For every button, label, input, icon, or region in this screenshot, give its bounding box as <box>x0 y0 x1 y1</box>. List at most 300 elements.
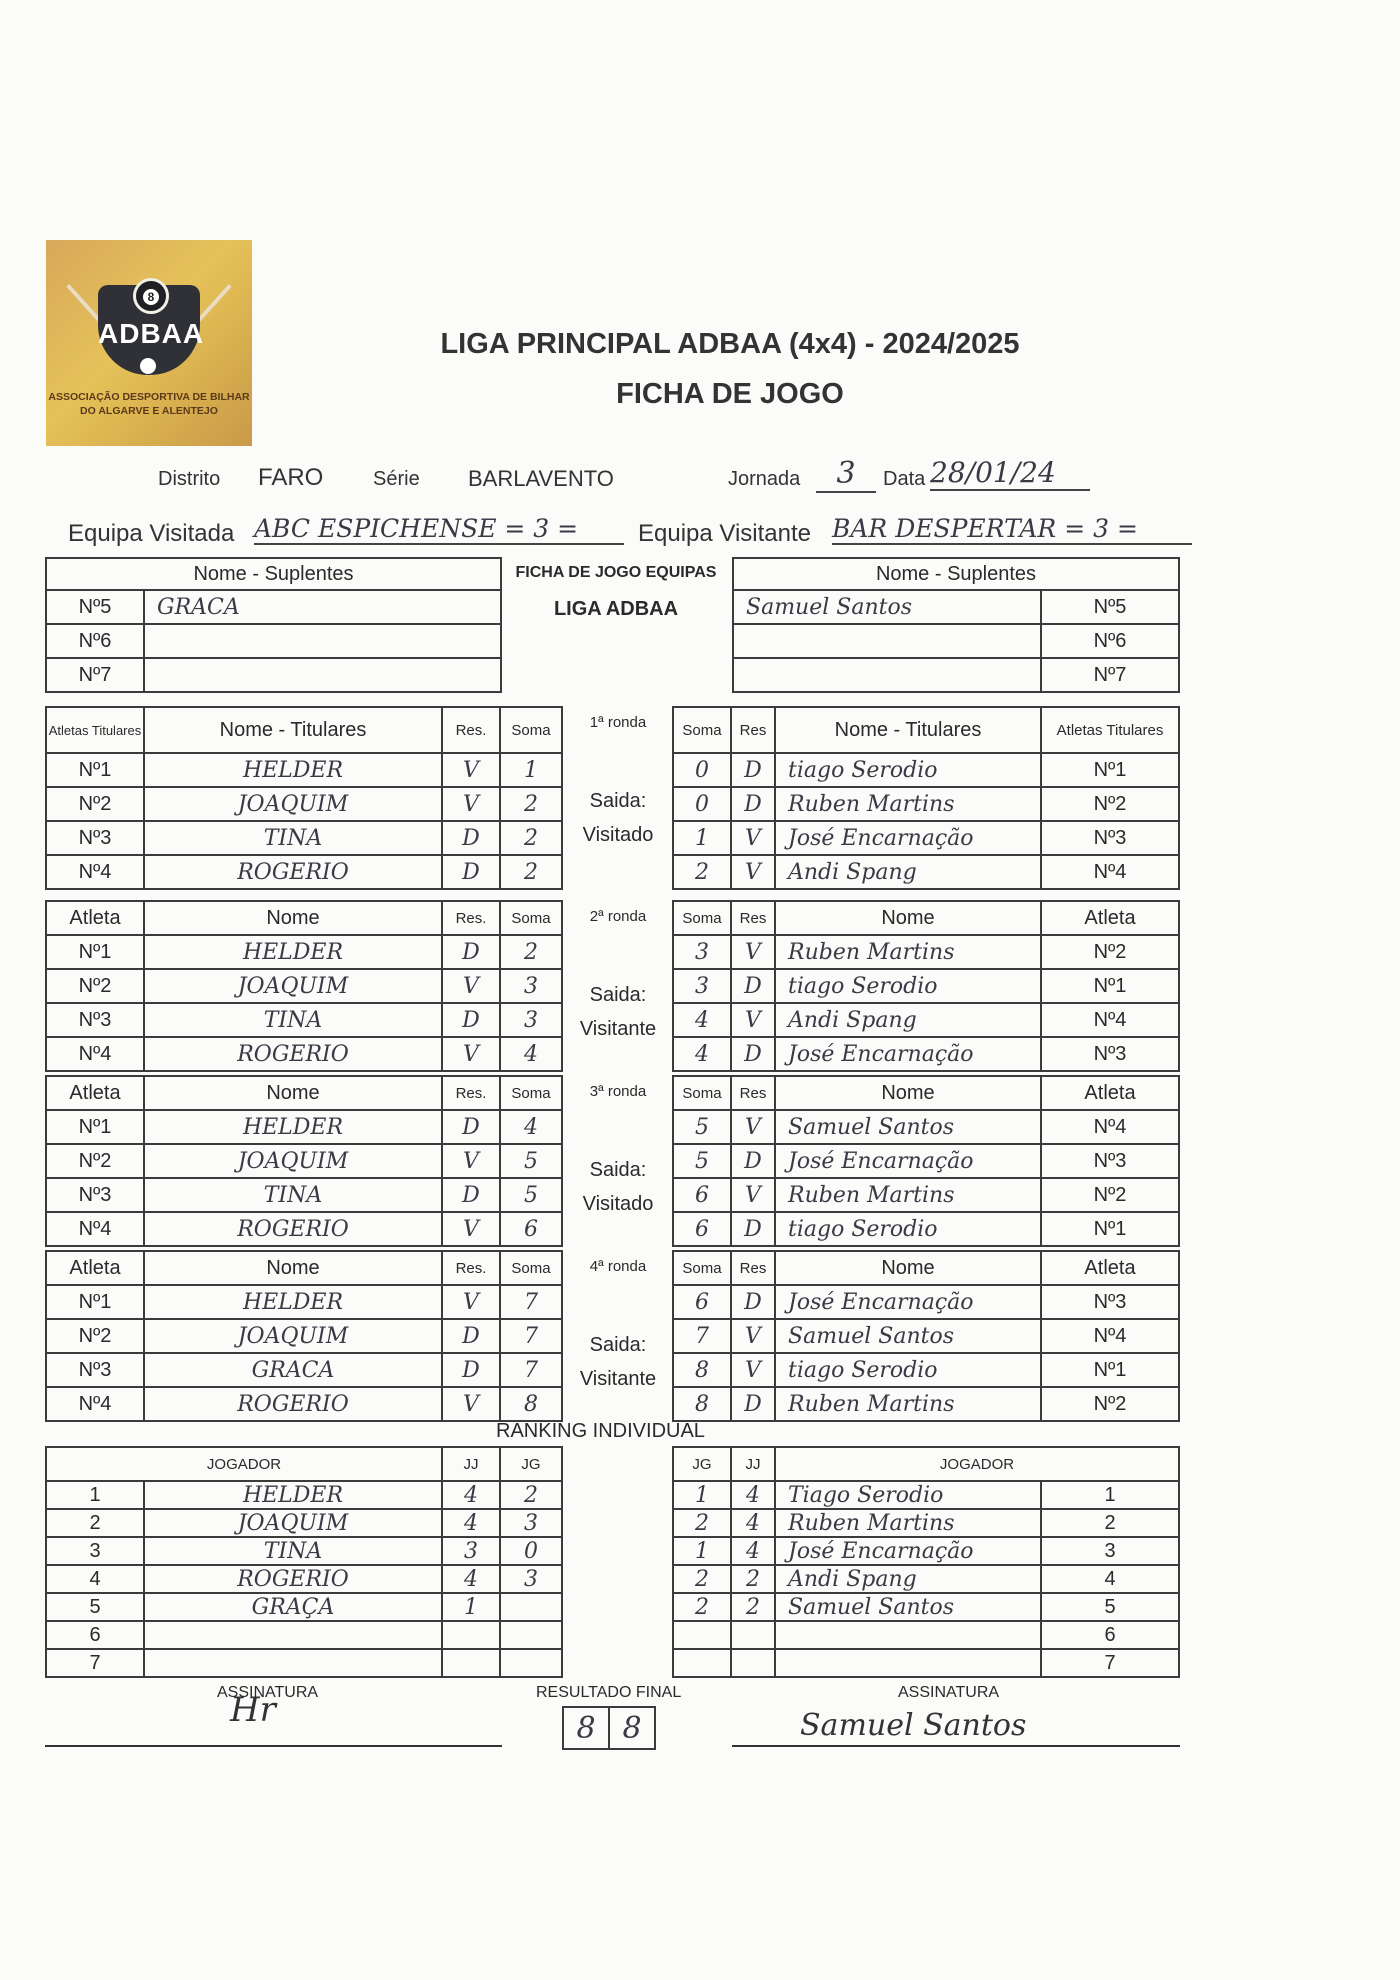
ranking-name[interactable]: Samuel Santos <box>775 1593 1041 1621</box>
suplente-name[interactable] <box>144 658 501 692</box>
athlete-name[interactable]: Andi Spang <box>775 855 1041 889</box>
athlete-soma[interactable]: 5 <box>673 1110 731 1144</box>
table-row <box>673 787 1179 821</box>
athlete-num: Nº3 <box>46 1178 144 1212</box>
ranking-jj[interactable]: 3 <box>442 1537 500 1565</box>
table-row <box>673 1319 1179 1353</box>
athlete-result[interactable]: D <box>442 1110 500 1144</box>
athlete-num: Nº1 <box>46 935 144 969</box>
ranking-jj[interactable]: 1 <box>442 1593 500 1621</box>
col-header-res: Res. <box>442 901 500 935</box>
ranking-jg[interactable]: 2 <box>673 1593 731 1621</box>
athlete-num: Nº1 <box>1041 753 1179 787</box>
athlete-soma[interactable]: 0 <box>673 753 731 787</box>
resultado-final-label: RESULTADO FINAL <box>536 1684 682 1701</box>
athlete-result[interactable]: V <box>442 969 500 1003</box>
ranking-row <box>46 1621 562 1649</box>
athlete-result[interactable]: V <box>731 1319 775 1353</box>
ranking-pos: 1 <box>46 1481 144 1509</box>
saida-value: Visitado <box>582 1193 654 1215</box>
col-header-nome: Nome <box>144 901 442 935</box>
athlete-soma[interactable]: 1 <box>673 821 731 855</box>
athlete-soma[interactable]: 8 <box>500 1387 562 1421</box>
away-round-table <box>672 706 1180 890</box>
col-header-soma: Soma <box>500 1076 562 1110</box>
saida-value: Visitado <box>582 824 654 846</box>
ranking-jg[interactable]: 3 <box>500 1565 562 1593</box>
athlete-name[interactable]: José Encarnação <box>775 821 1041 855</box>
cue-ball-icon <box>140 358 156 374</box>
logo-subtitle: ASSOCIAÇÃO DESPORTIVA DE BILHAR DO ALGARVE E ALENTEJO <box>48 391 250 417</box>
ranking-jj[interactable] <box>442 1649 500 1677</box>
athlete-name[interactable]: tiago Serodio <box>775 1353 1041 1387</box>
athlete-soma[interactable]: 3 <box>673 935 731 969</box>
athlete-num: Nº4 <box>46 1212 144 1246</box>
athlete-result[interactable]: V <box>731 855 775 889</box>
ranking-name[interactable]: Andi Spang <box>775 1565 1041 1593</box>
athlete-soma[interactable]: 8 <box>673 1353 731 1387</box>
athlete-result[interactable]: D <box>442 855 500 889</box>
athlete-num: Nº2 <box>1041 1178 1179 1212</box>
home-ranking-table <box>45 1446 563 1678</box>
athlete-num: Nº2 <box>46 1319 144 1353</box>
page-title: LIGA PRINCIPAL ADBAA (4x4) - 2024/2025 <box>440 328 1020 360</box>
equipa-visitada-label: Equipa Visitada <box>68 520 235 547</box>
athlete-name[interactable]: tiago Serodio <box>775 753 1041 787</box>
away-round-table <box>672 1075 1180 1247</box>
jornada-label: Jornada <box>728 468 801 490</box>
athlete-result[interactable]: D <box>442 1319 500 1353</box>
ranking-row <box>673 1537 1179 1565</box>
athlete-result[interactable]: V <box>442 1212 500 1246</box>
ranking-row <box>673 1481 1179 1509</box>
athlete-name[interactable]: José Encarnação <box>775 1037 1041 1071</box>
athlete-name[interactable]: ROGERIO <box>144 1387 442 1421</box>
athlete-num: Nº1 <box>1041 1353 1179 1387</box>
athlete-name[interactable]: HELDER <box>144 935 442 969</box>
athlete-num: Nº3 <box>1041 1285 1179 1319</box>
athlete-soma[interactable]: 3 <box>500 969 562 1003</box>
col-header-res: Res <box>731 1251 775 1285</box>
ranking-pos: 1 <box>1041 1481 1179 1509</box>
table-row <box>673 1110 1179 1144</box>
col-header-res: Res <box>731 1076 775 1110</box>
ranking-jg[interactable]: 1 <box>673 1481 731 1509</box>
athlete-soma[interactable]: 7 <box>500 1319 562 1353</box>
athlete-soma[interactable]: 6 <box>673 1212 731 1246</box>
athlete-num: Nº2 <box>1041 787 1179 821</box>
athlete-soma[interactable]: 2 <box>500 821 562 855</box>
data-label: Data <box>883 468 926 490</box>
col-header-res: Res. <box>442 707 500 753</box>
athlete-name[interactable]: Samuel Santos <box>775 1319 1041 1353</box>
equipa-visitante-value: BAR DESPERTAR = 3 = <box>832 514 1192 545</box>
athlete-result[interactable]: D <box>442 1353 500 1387</box>
athlete-result[interactable]: D <box>731 1037 775 1071</box>
athlete-num: Nº1 <box>46 1285 144 1319</box>
col-header-soma: Soma <box>673 707 731 753</box>
athlete-result[interactable]: D <box>442 1003 500 1037</box>
table-row <box>46 969 562 1003</box>
athlete-result[interactable]: D <box>731 1387 775 1421</box>
athlete-name[interactable]: JOAQUIM <box>144 787 442 821</box>
athlete-soma[interactable]: 2 <box>500 787 562 821</box>
col-header-soma: Soma <box>673 901 731 935</box>
col-header-res: Res. <box>442 1251 500 1285</box>
col-header-atleta: Atleta <box>1041 1251 1179 1285</box>
ranking-name[interactable]: GRAÇA <box>144 1593 442 1621</box>
col-header-soma: Soma <box>500 1251 562 1285</box>
liga-label: LIGA ADBAA <box>553 598 679 620</box>
ranking-name[interactable] <box>144 1621 442 1649</box>
ranking-jg[interactable]: 2 <box>673 1565 731 1593</box>
ranking-row <box>673 1509 1179 1537</box>
athlete-soma[interactable]: 7 <box>500 1353 562 1387</box>
athlete-result[interactable]: V <box>442 787 500 821</box>
athlete-num: Nº4 <box>46 1387 144 1421</box>
ranking-jj[interactable]: 4 <box>442 1481 500 1509</box>
athlete-name[interactable]: Ruben Martins <box>775 935 1041 969</box>
athlete-result[interactable]: V <box>442 1285 500 1319</box>
ranking-row <box>46 1509 562 1537</box>
athlete-soma[interactable]: 7 <box>500 1285 562 1319</box>
ranking-row <box>673 1621 1179 1649</box>
athlete-num: Nº2 <box>46 969 144 1003</box>
data-value: 28/01/24 <box>930 456 1090 491</box>
ranking-jg[interactable]: 2 <box>500 1481 562 1509</box>
athlete-num: Nº2 <box>1041 935 1179 969</box>
athlete-soma[interactable]: 2 <box>673 855 731 889</box>
athlete-soma[interactable]: 1 <box>500 753 562 787</box>
athlete-result[interactable]: V <box>442 753 500 787</box>
table-row <box>46 935 562 969</box>
athlete-result[interactable]: D <box>442 1178 500 1212</box>
home-suplentes-table <box>45 557 502 693</box>
athlete-result[interactable]: V <box>442 1387 500 1421</box>
athlete-result[interactable]: V <box>731 1178 775 1212</box>
athlete-name[interactable]: TINA <box>144 1003 442 1037</box>
col-header-atleta: Atleta <box>1041 901 1179 935</box>
ranking-pos: 4 <box>46 1565 144 1593</box>
serie-label: Série <box>373 468 420 490</box>
col-header-res: Res <box>731 707 775 753</box>
table-row <box>46 1144 562 1178</box>
athlete-soma[interactable]: 3 <box>500 1003 562 1037</box>
suplente-num: Nº6 <box>1041 624 1179 658</box>
athlete-num: Nº4 <box>46 855 144 889</box>
athlete-name[interactable]: HELDER <box>144 753 442 787</box>
suplente-num: Nº7 <box>1041 658 1179 692</box>
ranking-row <box>46 1593 562 1621</box>
athlete-num: Nº4 <box>1041 1110 1179 1144</box>
table-row <box>673 1144 1179 1178</box>
col-header-soma: Soma <box>500 901 562 935</box>
table-row <box>673 969 1179 1003</box>
athlete-soma[interactable]: 7 <box>673 1319 731 1353</box>
athlete-name[interactable]: JOAQUIM <box>144 1319 442 1353</box>
athlete-name[interactable]: JOAQUIM <box>144 969 442 1003</box>
suplente-num: Nº6 <box>46 624 144 658</box>
athlete-soma[interactable]: 5 <box>500 1144 562 1178</box>
ranking-row <box>673 1649 1179 1677</box>
col-header-atleta: Atleta <box>46 901 144 935</box>
athlete-result[interactable]: D <box>731 969 775 1003</box>
home-round-table <box>45 1075 563 1247</box>
home-round-table <box>45 900 563 1072</box>
athlete-soma[interactable]: 8 <box>673 1387 731 1421</box>
athlete-num: Nº3 <box>1041 1037 1179 1071</box>
athlete-soma[interactable]: 5 <box>673 1144 731 1178</box>
ranking-jj[interactable]: 2 <box>731 1565 775 1593</box>
athlete-name[interactable]: tiago Serodio <box>775 1212 1041 1246</box>
athlete-name[interactable]: JOAQUIM <box>144 1144 442 1178</box>
ranking-row <box>46 1537 562 1565</box>
ranking-jj[interactable] <box>731 1649 775 1677</box>
athlete-soma[interactable]: 4 <box>500 1110 562 1144</box>
athlete-name[interactable]: Ruben Martins <box>775 1178 1041 1212</box>
eight-ball-icon: 8 <box>133 278 169 314</box>
ranking-name[interactable]: José Encarnação <box>775 1537 1041 1565</box>
athlete-name[interactable]: José Encarnação <box>775 1144 1041 1178</box>
athlete-result[interactable]: V <box>442 1037 500 1071</box>
athlete-soma[interactable]: 5 <box>500 1178 562 1212</box>
ranking-jj[interactable]: 4 <box>442 1565 500 1593</box>
athlete-name[interactable]: TINA <box>144 1178 442 1212</box>
signature-home: Hr <box>230 1690 276 1730</box>
ranking-jg[interactable]: 2 <box>673 1509 731 1537</box>
athlete-name[interactable]: Samuel Santos <box>775 1110 1041 1144</box>
col-header-atleta: Atleta <box>46 1251 144 1285</box>
athlete-result[interactable]: D <box>731 1144 775 1178</box>
athlete-result[interactable]: D <box>731 1212 775 1246</box>
col-header-nome: Nome - Titulares <box>144 707 442 753</box>
athlete-soma[interactable]: 6 <box>673 1285 731 1319</box>
suplente-num: Nº5 <box>1041 590 1179 624</box>
saida-value: Visitante <box>579 1018 657 1040</box>
saida-value: Visitante <box>579 1368 657 1390</box>
table-row <box>46 821 562 855</box>
athlete-soma[interactable]: 3 <box>673 969 731 1003</box>
assinatura-home-label: ASSINATURA <box>217 1684 319 1701</box>
ranking-pos: 6 <box>46 1621 144 1649</box>
athlete-num: Nº1 <box>46 753 144 787</box>
ranking-jg[interactable] <box>500 1621 562 1649</box>
equipa-visitante-label: Equipa Visitante <box>638 520 812 547</box>
table-row <box>46 1003 562 1037</box>
athlete-name[interactable]: ROGERIO <box>144 1037 442 1071</box>
distrito-label: Distrito <box>158 468 221 490</box>
athlete-result[interactable]: V <box>731 935 775 969</box>
athlete-result[interactable]: V <box>731 1353 775 1387</box>
table-row <box>673 1353 1179 1387</box>
athlete-num: Nº2 <box>46 1144 144 1178</box>
col-header-atleta: Atletas Titulares <box>1041 707 1179 753</box>
equipa-visitada-value: ABC ESPICHENSE = 3 = <box>254 514 624 545</box>
table-row <box>46 753 562 787</box>
col-header-nome: Nome <box>144 1251 442 1285</box>
suplente-name[interactable] <box>733 624 1041 658</box>
ranking-jj[interactable]: 2 <box>731 1593 775 1621</box>
suplentes-header: Nome - Suplentes <box>733 558 1179 590</box>
col-header-soma: Soma <box>673 1076 731 1110</box>
table-row <box>46 1110 562 1144</box>
col-header-nome: Nome <box>775 1251 1041 1285</box>
table-row <box>673 1003 1179 1037</box>
ranking-name[interactable]: Tiago Serodio <box>775 1481 1041 1509</box>
athlete-soma[interactable]: 6 <box>673 1178 731 1212</box>
saida-label: Saida: <box>589 984 647 1006</box>
col-header-jj: JJ <box>731 1447 775 1481</box>
col-header-atleta: Atleta <box>1041 1076 1179 1110</box>
athlete-num: Nº1 <box>1041 969 1179 1003</box>
athlete-soma[interactable]: 4 <box>500 1037 562 1071</box>
col-header-soma: Soma <box>500 707 562 753</box>
ranking-row <box>673 1593 1179 1621</box>
suplente-num: Nº5 <box>46 590 144 624</box>
ranking-jg[interactable]: 0 <box>500 1537 562 1565</box>
away-round-table <box>672 900 1180 1072</box>
ranking-jg[interactable] <box>500 1649 562 1677</box>
table-row <box>673 1037 1179 1071</box>
ranking-jj[interactable]: 4 <box>442 1509 500 1537</box>
athlete-result[interactable]: D <box>731 753 775 787</box>
suplente-name[interactable]: GRACA <box>144 590 501 624</box>
ranking-name[interactable] <box>144 1649 442 1677</box>
athlete-result[interactable]: V <box>731 1110 775 1144</box>
table-row <box>46 1178 562 1212</box>
ranking-jg[interactable]: 1 <box>673 1537 731 1565</box>
col-header-nome: Nome <box>775 901 1041 935</box>
athlete-result[interactable]: V <box>731 1003 775 1037</box>
ranking-pos: 3 <box>46 1537 144 1565</box>
ranking-name[interactable]: Ruben Martins <box>775 1509 1041 1537</box>
table-row <box>673 1285 1179 1319</box>
athlete-result[interactable]: V <box>442 1144 500 1178</box>
table-row <box>46 1319 562 1353</box>
athlete-result[interactable]: D <box>731 1285 775 1319</box>
home-round-table <box>45 706 563 890</box>
athlete-name[interactable]: José Encarnação <box>775 1285 1041 1319</box>
ranking-name[interactable]: TINA <box>144 1537 442 1565</box>
round-label: 4ª ronda <box>589 1258 647 1275</box>
suplente-name[interactable] <box>144 624 501 658</box>
ranking-row <box>46 1481 562 1509</box>
ranking-name[interactable] <box>775 1621 1041 1649</box>
athlete-num: Nº4 <box>46 1037 144 1071</box>
athlete-soma[interactable]: 0 <box>673 787 731 821</box>
table-row <box>673 1387 1179 1421</box>
table-row <box>46 855 562 889</box>
ranking-jg[interactable] <box>673 1621 731 1649</box>
serie-value: BARLAVENTO <box>468 466 614 491</box>
athlete-result[interactable]: D <box>442 935 500 969</box>
athlete-soma[interactable]: 6 <box>500 1212 562 1246</box>
athlete-soma[interactable]: 4 <box>673 1003 731 1037</box>
col-header-jogador: JOGADOR <box>775 1447 1179 1481</box>
table-row <box>673 821 1179 855</box>
col-header-atleta: Atletas Titulares <box>46 707 144 753</box>
ranking-name[interactable]: JOAQUIM <box>144 1509 442 1537</box>
athlete-num: Nº3 <box>46 1353 144 1387</box>
athlete-soma[interactable]: 4 <box>673 1037 731 1071</box>
athlete-num: Nº3 <box>1041 1144 1179 1178</box>
athlete-result[interactable]: D <box>442 821 500 855</box>
athlete-name[interactable]: HELDER <box>144 1285 442 1319</box>
table-row <box>46 1387 562 1421</box>
ranking-jj[interactable] <box>731 1621 775 1649</box>
ranking-jg[interactable] <box>673 1649 731 1677</box>
saida-label: Saida: <box>589 1159 647 1181</box>
ranking-jg[interactable] <box>500 1593 562 1621</box>
athlete-name[interactable]: tiago Serodio <box>775 969 1041 1003</box>
ranking-pos: 3 <box>1041 1537 1179 1565</box>
athlete-result[interactable]: V <box>731 821 775 855</box>
ranking-jj[interactable] <box>442 1621 500 1649</box>
athlete-name[interactable]: HELDER <box>144 1110 442 1144</box>
table-row <box>46 1353 562 1387</box>
adbaa-logo <box>46 240 252 446</box>
ranking-pos: 2 <box>46 1509 144 1537</box>
col-header-nome: Nome <box>775 1076 1041 1110</box>
ranking-name[interactable] <box>775 1649 1041 1677</box>
athlete-name[interactable]: Ruben Martins <box>775 1387 1041 1421</box>
ranking-jj[interactable]: 4 <box>731 1481 775 1509</box>
signature-line-away <box>732 1745 1180 1747</box>
ranking-jj[interactable]: 4 <box>731 1537 775 1565</box>
ranking-name[interactable]: HELDER <box>144 1481 442 1509</box>
ranking-name[interactable]: ROGERIO <box>144 1565 442 1593</box>
away-ranking-table <box>672 1446 1180 1678</box>
suplente-name[interactable] <box>733 658 1041 692</box>
resultado-home: 8 <box>563 1707 609 1749</box>
round-label: 1ª ronda <box>589 714 647 731</box>
table-row <box>46 1212 562 1246</box>
athlete-num: Nº2 <box>1041 1387 1179 1421</box>
col-header-res: Res <box>731 901 775 935</box>
athlete-result[interactable]: D <box>731 787 775 821</box>
signature-line-home <box>45 1745 502 1747</box>
suplente-name[interactable]: Samuel Santos <box>733 590 1041 624</box>
resultado-final-box <box>562 1706 656 1750</box>
ranking-row <box>46 1565 562 1593</box>
athlete-num: Nº4 <box>1041 1319 1179 1353</box>
col-header-nome: Nome <box>144 1076 442 1110</box>
ranking-jj[interactable]: 4 <box>731 1509 775 1537</box>
round-label: 3ª ronda <box>589 1083 647 1100</box>
suplentes-header: Nome - Suplentes <box>46 558 501 590</box>
table-row <box>673 1212 1179 1246</box>
athlete-soma[interactable]: 2 <box>500 855 562 889</box>
distrito-value: FARO <box>258 464 324 491</box>
ficha-equipas-label: FICHA DE JOGO EQUIPAS <box>515 564 717 581</box>
athlete-soma[interactable]: 2 <box>500 935 562 969</box>
table-row <box>46 1037 562 1071</box>
home-round-table <box>45 1250 563 1422</box>
athlete-num: Nº2 <box>46 787 144 821</box>
athlete-name[interactable]: Ruben Martins <box>775 787 1041 821</box>
athlete-name[interactable]: ROGERIO <box>144 1212 442 1246</box>
round-label: 2ª ronda <box>589 908 647 925</box>
ranking-jg[interactable]: 3 <box>500 1509 562 1537</box>
athlete-name[interactable]: TINA <box>144 821 442 855</box>
athlete-name[interactable]: ROGERIO <box>144 855 442 889</box>
athlete-name[interactable]: GRACA <box>144 1353 442 1387</box>
jornada-value: 3 <box>816 456 876 493</box>
assinatura-away-label: ASSINATURA <box>898 1684 1000 1701</box>
athlete-num: Nº3 <box>46 1003 144 1037</box>
athlete-name[interactable]: Andi Spang <box>775 1003 1041 1037</box>
away-suplentes-table <box>732 557 1180 693</box>
